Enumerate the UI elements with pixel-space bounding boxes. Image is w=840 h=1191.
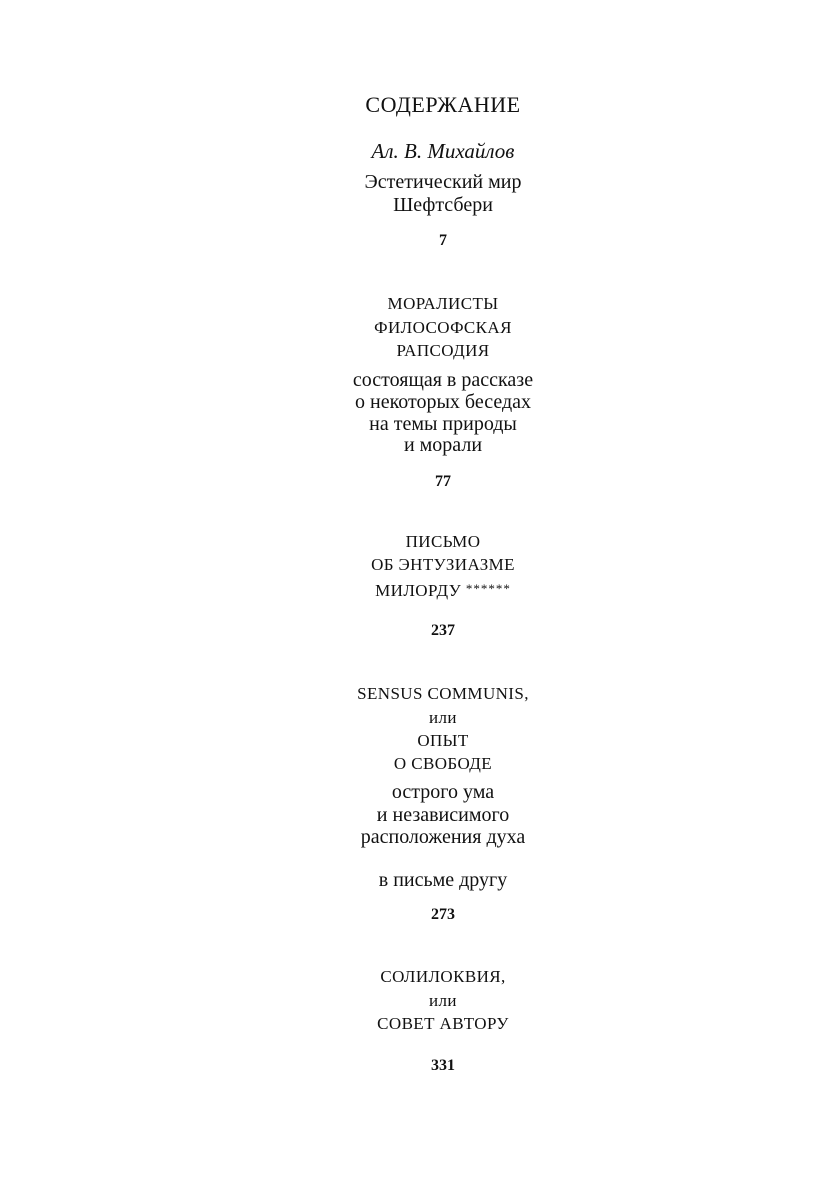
sensus-subtitle-line1: острого ума: [391, 781, 495, 803]
moralists-subtitle-line3: на темы природы: [369, 413, 517, 435]
sensus-title-line3: ОПЫТ: [417, 731, 469, 750]
toc-heading: СОДЕРЖАНИЕ: [365, 92, 521, 117]
intro-author: Ал. В. Михайлов: [371, 139, 515, 163]
soliloquy-title-line2: или: [429, 991, 457, 1010]
moralists-page-number: 77: [435, 473, 451, 490]
sensus-page-number: 273: [431, 906, 455, 923]
intro-title-line2: Шефтсбери: [393, 194, 493, 216]
intro-title-line1: Эстетический мир: [364, 171, 522, 193]
sensus-subtitle-line3: расположения духа: [360, 826, 526, 848]
moralists-title-line1: МОРАЛИСТЫ: [387, 294, 499, 313]
moralists-subtitle-line4: и морали: [403, 434, 483, 456]
soliloquy-page-number: 331: [431, 1057, 455, 1074]
sensus-subtitle-line2: и независимого: [376, 804, 510, 826]
letter-page-number: 237: [431, 622, 455, 639]
letter-addressee: МИЛОРДУ: [375, 581, 462, 600]
sensus-title-line4: О СВОБОДЕ: [393, 754, 493, 773]
moralists-title-line3: РАПСОДИЯ: [396, 341, 490, 360]
moralists-subtitle-line2: о некоторых беседах: [354, 391, 531, 413]
letter-title-line1: ПИСЬМО: [405, 532, 481, 551]
moralists-subtitle-line1: состоящая в рассказе: [352, 369, 534, 391]
sensus-subtitle-line4: в письме другу: [378, 869, 508, 891]
soliloquy-title-line1: СОЛИЛОКВИЯ,: [380, 967, 506, 986]
intro-page-number: 7: [439, 232, 447, 249]
sensus-title-line1: SENSUS COMMUNIS,: [357, 684, 529, 703]
letter-title-line3: [243, 581, 643, 601]
sensus-title-line2: или: [429, 708, 457, 727]
letter-stars: ******: [465, 581, 511, 596]
moralists-title-line2: ФИЛОСОФСКАЯ: [374, 318, 512, 337]
soliloquy-title-line3: СОВЕТ АВТОРУ: [377, 1014, 509, 1033]
letter-title-line2: ОБ ЭНТУЗИАЗМЕ: [371, 555, 515, 574]
